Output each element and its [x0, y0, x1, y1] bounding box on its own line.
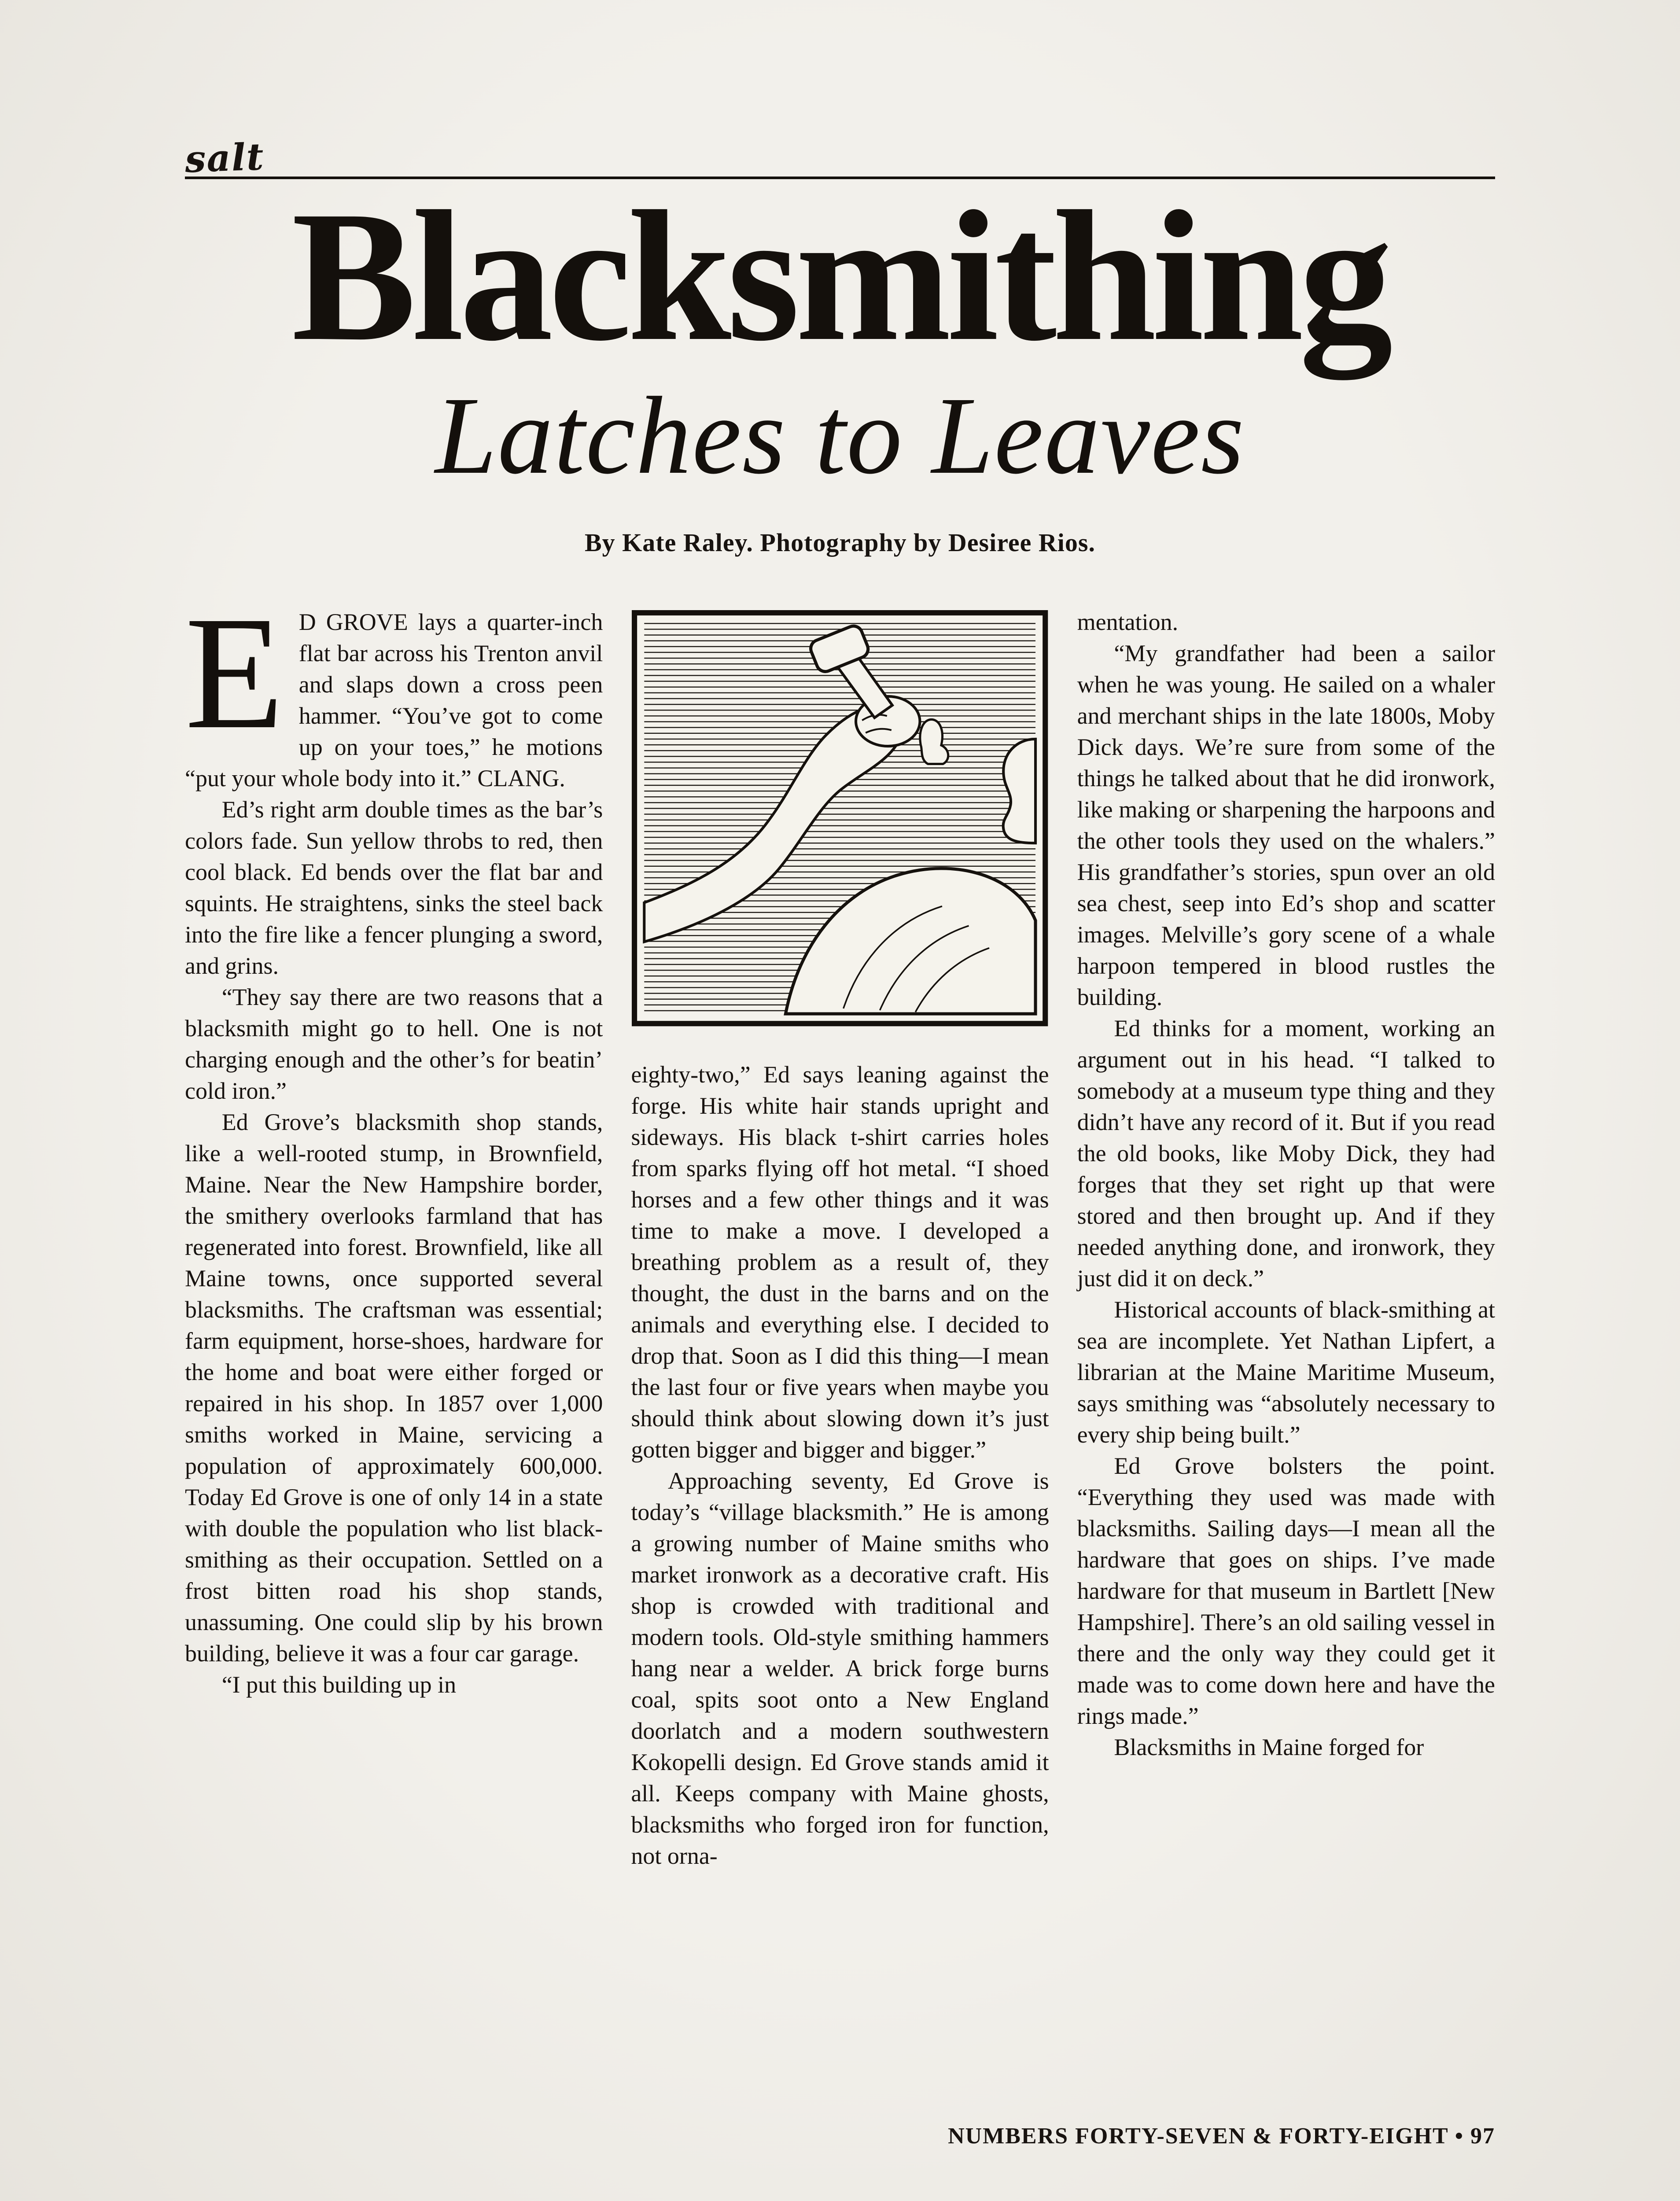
byline: By Kate Raley. Photography by Desiree Rios.	[585, 528, 1095, 557]
article-columns	[185, 583, 1495, 1871]
paragraph: Approaching seventy, Ed Grove is today’s “village blacksmith.” He is among a growing number of Maine smiths who market ironwork as a decorative craft. His shop is crowded with traditional and modern tools. Old-style smithing hammers hang near a welder. A brick forge burns coal, spits soot onto a New England doorlatch and a modern southwestern Kokopelli design. Ed Grove stands amid it all. Keeps company with Maine ghosts, blacksmiths who forged iron for function, not orna-	[631, 1467, 1049, 1869]
paragraph: eighty-two,” Ed says leaning against the forge. His white hair stands upright and sideways. His black t-shirt carries holes from sparks flying off hot metal. “I shoed horses and a few other things and it was time to make a move. I developed a breathing problem as a result of, they thought, the dust in the barns and on the animals and everything else. I decided to drop that. Soon as I did this thing—I mean the last four or five years when maybe you should think about slowing down it’s just gotten bigger and bigger and bigger.”	[631, 1061, 1049, 1463]
paragraph: “My grandfather had been a sailor when he was young. He sailed on a whaler and merchant ships in the late 1800s, Moby Dick days. We’re sure from some of the things he talked about that he did ironwork, like making or sharpening the harpoons and the other tools they used on the whalers.” His grandfather’s stories, spun over an old sea chest, seep into Ed’s shop and scatter images. Melville’s gory scene of a whale harpoon tempered in blood rustles the building.	[1077, 640, 1495, 1011]
column-3	[1077, 607, 1495, 1871]
page-subtitle: Latches to Leaves	[435, 373, 1245, 497]
paragraph: Blacksmiths in Maine forged for	[1114, 1734, 1424, 1761]
paragraph: Ed Grove’s blacksmith shop stands, like a well-rooted stump, in Brownfield, Maine. Near the New Hampshire border, the smithery overlooks farmland that has regenerated into forest. Brownfield, like all Maine towns, once supported several blacksmiths. The craftsman was essential; farm equipment, horse-shoes, hardware for the home and boat were either forged or repaired in his shop. In 1857 over 1,000 smiths worked in Maine, servicing a population of approximately 600,000. Today Ed Grove is one of only 14 in a state with double the population who list black-smithing as their occupation. Settled on a frost bitten road his shop stands, unassuming. One could slip by his brown building, believe it was a four car garage.	[185, 1109, 603, 1667]
paragraph: Ed Grove bolsters the point. “Everything they used was made with blacksmiths. Sailing days—I mean all the hardware that goes on ships. I’ve made hardware for that museum in Bartlett [New Hampshire]. There’s an old sailing vessel in there and the only way they could get it made was to come down here and have the rings made.”	[1077, 1453, 1495, 1730]
column-2	[631, 607, 1049, 1871]
column-1	[185, 583, 603, 1871]
masthead-rule	[185, 130, 1495, 179]
paragraph	[185, 583, 603, 794]
page-title: Blacksmithing	[291, 172, 1389, 379]
paragraph: mentation.	[1077, 609, 1179, 636]
paragraph: Historical accounts of black-smithing at sea are incomplete. Yet Nathan Lipfert, a librarian at the Maine Maritime Museum, says smithing was “absolutely necessary to every ship being built.”	[1077, 1296, 1495, 1448]
paragraph: “I put this building up in	[221, 1671, 457, 1698]
paragraph: Ed’s right arm double times as the bar’s colors fade. Sun yellow throbs to red, then cool black. Ed bends over the flat bar and squints. He straightens, sinks the steel back into the fire like a fencer plunging a sword, and grins.	[185, 796, 603, 979]
blacksmith-sketch-illustration	[631, 609, 1049, 1027]
paragraph: “They say there are two reasons that a blacksmith might go to hell. One is not charging enough and the other’s for beatin’ cold iron.”	[185, 984, 603, 1104]
drop-cap: E	[185, 583, 284, 763]
paragraph-text: D GROVE lays a quarter-inch flat bar across his Trenton anvil and slaps down a cross peen hammer. “You’ve got to come up on your toes,” he motions “put your whole body into it.” CLANG.	[185, 609, 603, 792]
footer-folio: NUMBERS FORTY-SEVEN & FORTY-EIGHT • 97	[948, 2124, 1495, 2149]
paragraph: Ed thinks for a moment, working an argument out in his head. “I talked to somebody at a museum type thing and they didn’t have any record of it. But if you read the old books, like Moby Dick, they had forges that they set right up that were stored and then brought up. And if they needed anything done, and ironwork, they just did it on deck.”	[1077, 1015, 1495, 1292]
masthead-logo: salt	[184, 134, 265, 181]
